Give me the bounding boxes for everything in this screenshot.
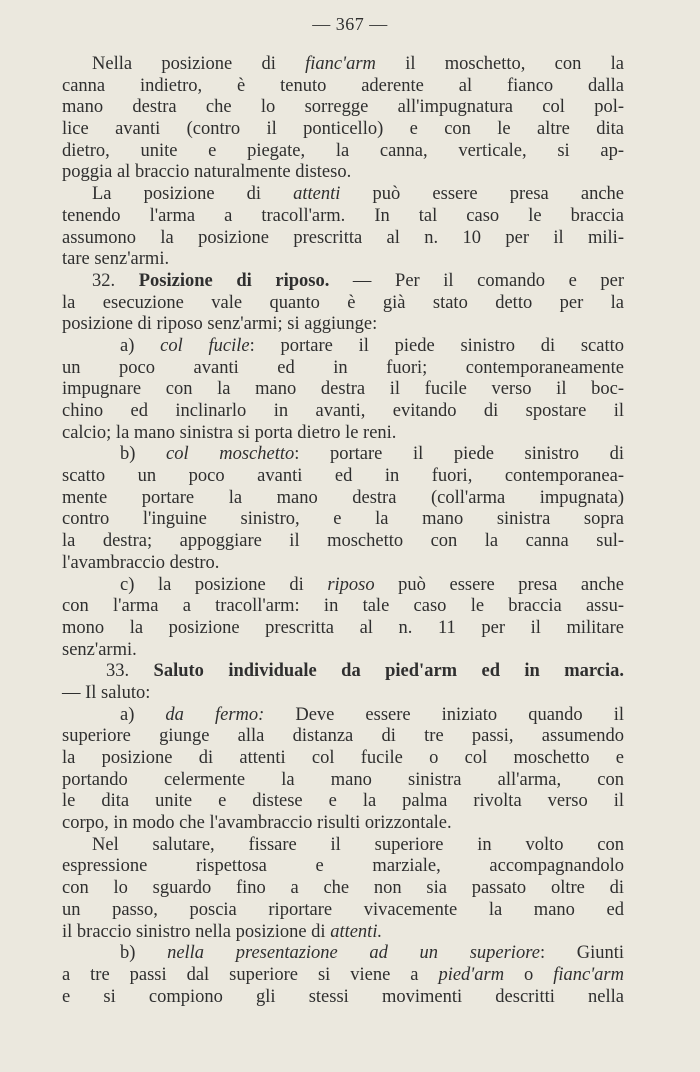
text-segment: le dita unite e distese e la palma rivolta verso il [62,791,624,812]
italic-text: pied'arm [438,964,505,985]
text-segment: a tre passi dal superiore si viene a [62,964,439,985]
text-segment: o [504,964,554,985]
italic-text: col fucile [160,335,250,356]
text-line [62,293,624,315]
text-line [62,683,624,705]
text-segment: 32. [92,270,139,291]
text-segment: portando celermente la mano sinistra all'arma, con [62,769,624,790]
text-line [62,488,624,510]
text-line [62,206,624,228]
text-segment: tare senz'armi. [62,249,170,270]
text-line [62,943,624,965]
text-line [62,661,624,683]
text-line [62,336,624,358]
text-segment: calcio; la mano sinistra si porta dietro le reni. [62,422,397,443]
text-segment: contro l'inguine sinistro, e la mano sinistra sopra [62,509,624,530]
text-segment: c) la posizione di [120,574,328,595]
page-body-text [62,54,624,1008]
text-line [62,119,624,141]
text-segment: scatto un poco avanti ed in fuori, contemporanea- [62,466,624,487]
text-line [62,423,624,445]
text-line [62,76,624,98]
text-segment: chino ed inclinarlo in avanti, evitando di spostare il [62,401,624,421]
text-segment: con lo sguardo fino a che non sia passato oltre di [62,878,624,899]
italic-text: attenti [293,184,341,205]
text-segment: b) [120,943,168,964]
text-segment: a) [120,335,161,356]
bold-heading-text: Saluto individuale da pied'arm ed in marcia. [153,661,625,682]
text-segment: e si compiono gli stessi movimenti descritti nella [62,986,624,1007]
text-segment: a) [120,704,166,725]
text-line [62,444,624,466]
text-segment: dietro, unite e piegate, la canna, verticale, si ap- [62,140,624,161]
text-line [62,141,624,163]
text-line [62,900,624,922]
italic-text: fianc'arm [553,964,624,985]
bold-heading-text: Posizione di riposo. [138,270,330,291]
text-segment: 33. [106,661,154,682]
text-segment: l'avambraccio destro. [62,552,220,573]
italic-text: fianc'arm [305,54,376,74]
text-line [62,856,624,878]
text-line [62,553,624,575]
text-line [62,379,624,401]
text-line [62,726,624,748]
text-segment: senz'armi. [62,639,137,660]
text-segment: — Il saluto: [62,682,151,703]
text-segment: canna indietro, è tenuto aderente al fianco dalla [62,75,624,96]
text-line [62,249,624,271]
text-segment: assumono la posizione prescritta al n. 10 per il mili- [62,227,624,248]
text-segment: : portare il piede sinistro di [294,444,624,465]
text-segment: : Giunti [539,943,625,964]
text-segment: Nel salutare, fissare il superiore in volto con [92,834,624,855]
italic-text: col moschetto [166,444,295,465]
text-line [62,813,624,835]
text-segment: poggia al braccio naturalmente disteso. [62,162,352,183]
text-segment: tenendo l'arma a tracoll'arm. In tal caso le braccia [62,205,624,226]
text-line [62,531,624,553]
text-line [62,618,624,640]
italic-text: da fermo: [165,704,265,725]
text-segment: il braccio sinistro nella posizione di [62,921,331,942]
text-segment: impugnare con la mano destra il fucile verso il boc- [62,379,624,400]
text-line [62,271,624,293]
text-line [62,640,624,662]
text-segment: lice avanti (contro il ponticello) e con le altre dita [62,119,624,140]
text-line [62,358,624,380]
text-segment: un passo, poscia riportare vivacemente la mano ed [62,899,624,920]
text-line [62,878,624,900]
text-line [62,509,624,531]
text-segment: b) [120,444,167,465]
text-segment: può essere presa anche [374,574,625,595]
text-line [62,401,624,423]
text-line [62,922,624,944]
page-number: — 367 — [312,14,388,34]
text-segment: può essere presa anche [340,184,625,205]
text-line [62,965,624,987]
text-segment: un poco avanti ed in fuori; contemporaneamente [62,357,624,378]
text-segment: la esecuzione vale quanto è già stato detto per la [62,292,624,313]
text-segment: mente portare la mano destra (coll'arma impugnata) [62,487,624,508]
text-segment: la destra; appoggiare il moschetto con la canna sul- [62,531,624,552]
text-segment: posizione di riposo senz'armi; si aggiunge: [62,314,378,335]
text-line [62,97,624,119]
text-segment: con l'arma a tracoll'arm: in tale caso le braccia assu- [62,596,624,617]
text-segment: Nella posizione di [92,54,306,74]
text-segment: mono la posizione prescritta al n. 11 per il militare [62,617,624,638]
text-line [62,596,624,618]
text-line [62,184,624,206]
text-line [62,466,624,488]
text-segment: superiore giunge alla distanza di tre passi, assumendo [62,726,624,747]
text-line [62,162,624,184]
text-line [62,987,624,1009]
text-segment: : portare il piede sinistro di scatto [249,335,625,356]
text-line [62,228,624,250]
text-line [62,54,624,76]
text-segment: mano destra che lo sorregge all'impugnatura col pol- [62,97,624,118]
italic-text: nella presentazione ad un superiore [167,943,540,964]
text-line [62,705,624,727]
text-segment: la posizione di attenti col fucile o col moschetto e [62,748,624,768]
text-line [62,575,624,597]
text-line [62,748,624,770]
text-line [62,791,624,813]
text-segment: — Per il comando e per [329,270,625,291]
italic-text: attenti. [330,921,383,942]
text-line [62,835,624,857]
text-segment: La posizione di [92,184,294,205]
italic-text: riposo [327,574,375,595]
text-line [62,770,624,792]
text-segment: corpo, in modo che l'avambraccio risulti orizzontale. [62,813,452,834]
text-segment: espressione rispettosa e marziale, accompagnandolo [62,856,624,877]
text-segment: il moschetto, con la [375,54,624,74]
text-line [62,314,624,336]
text-segment: Deve essere iniziato quando il [264,704,624,725]
